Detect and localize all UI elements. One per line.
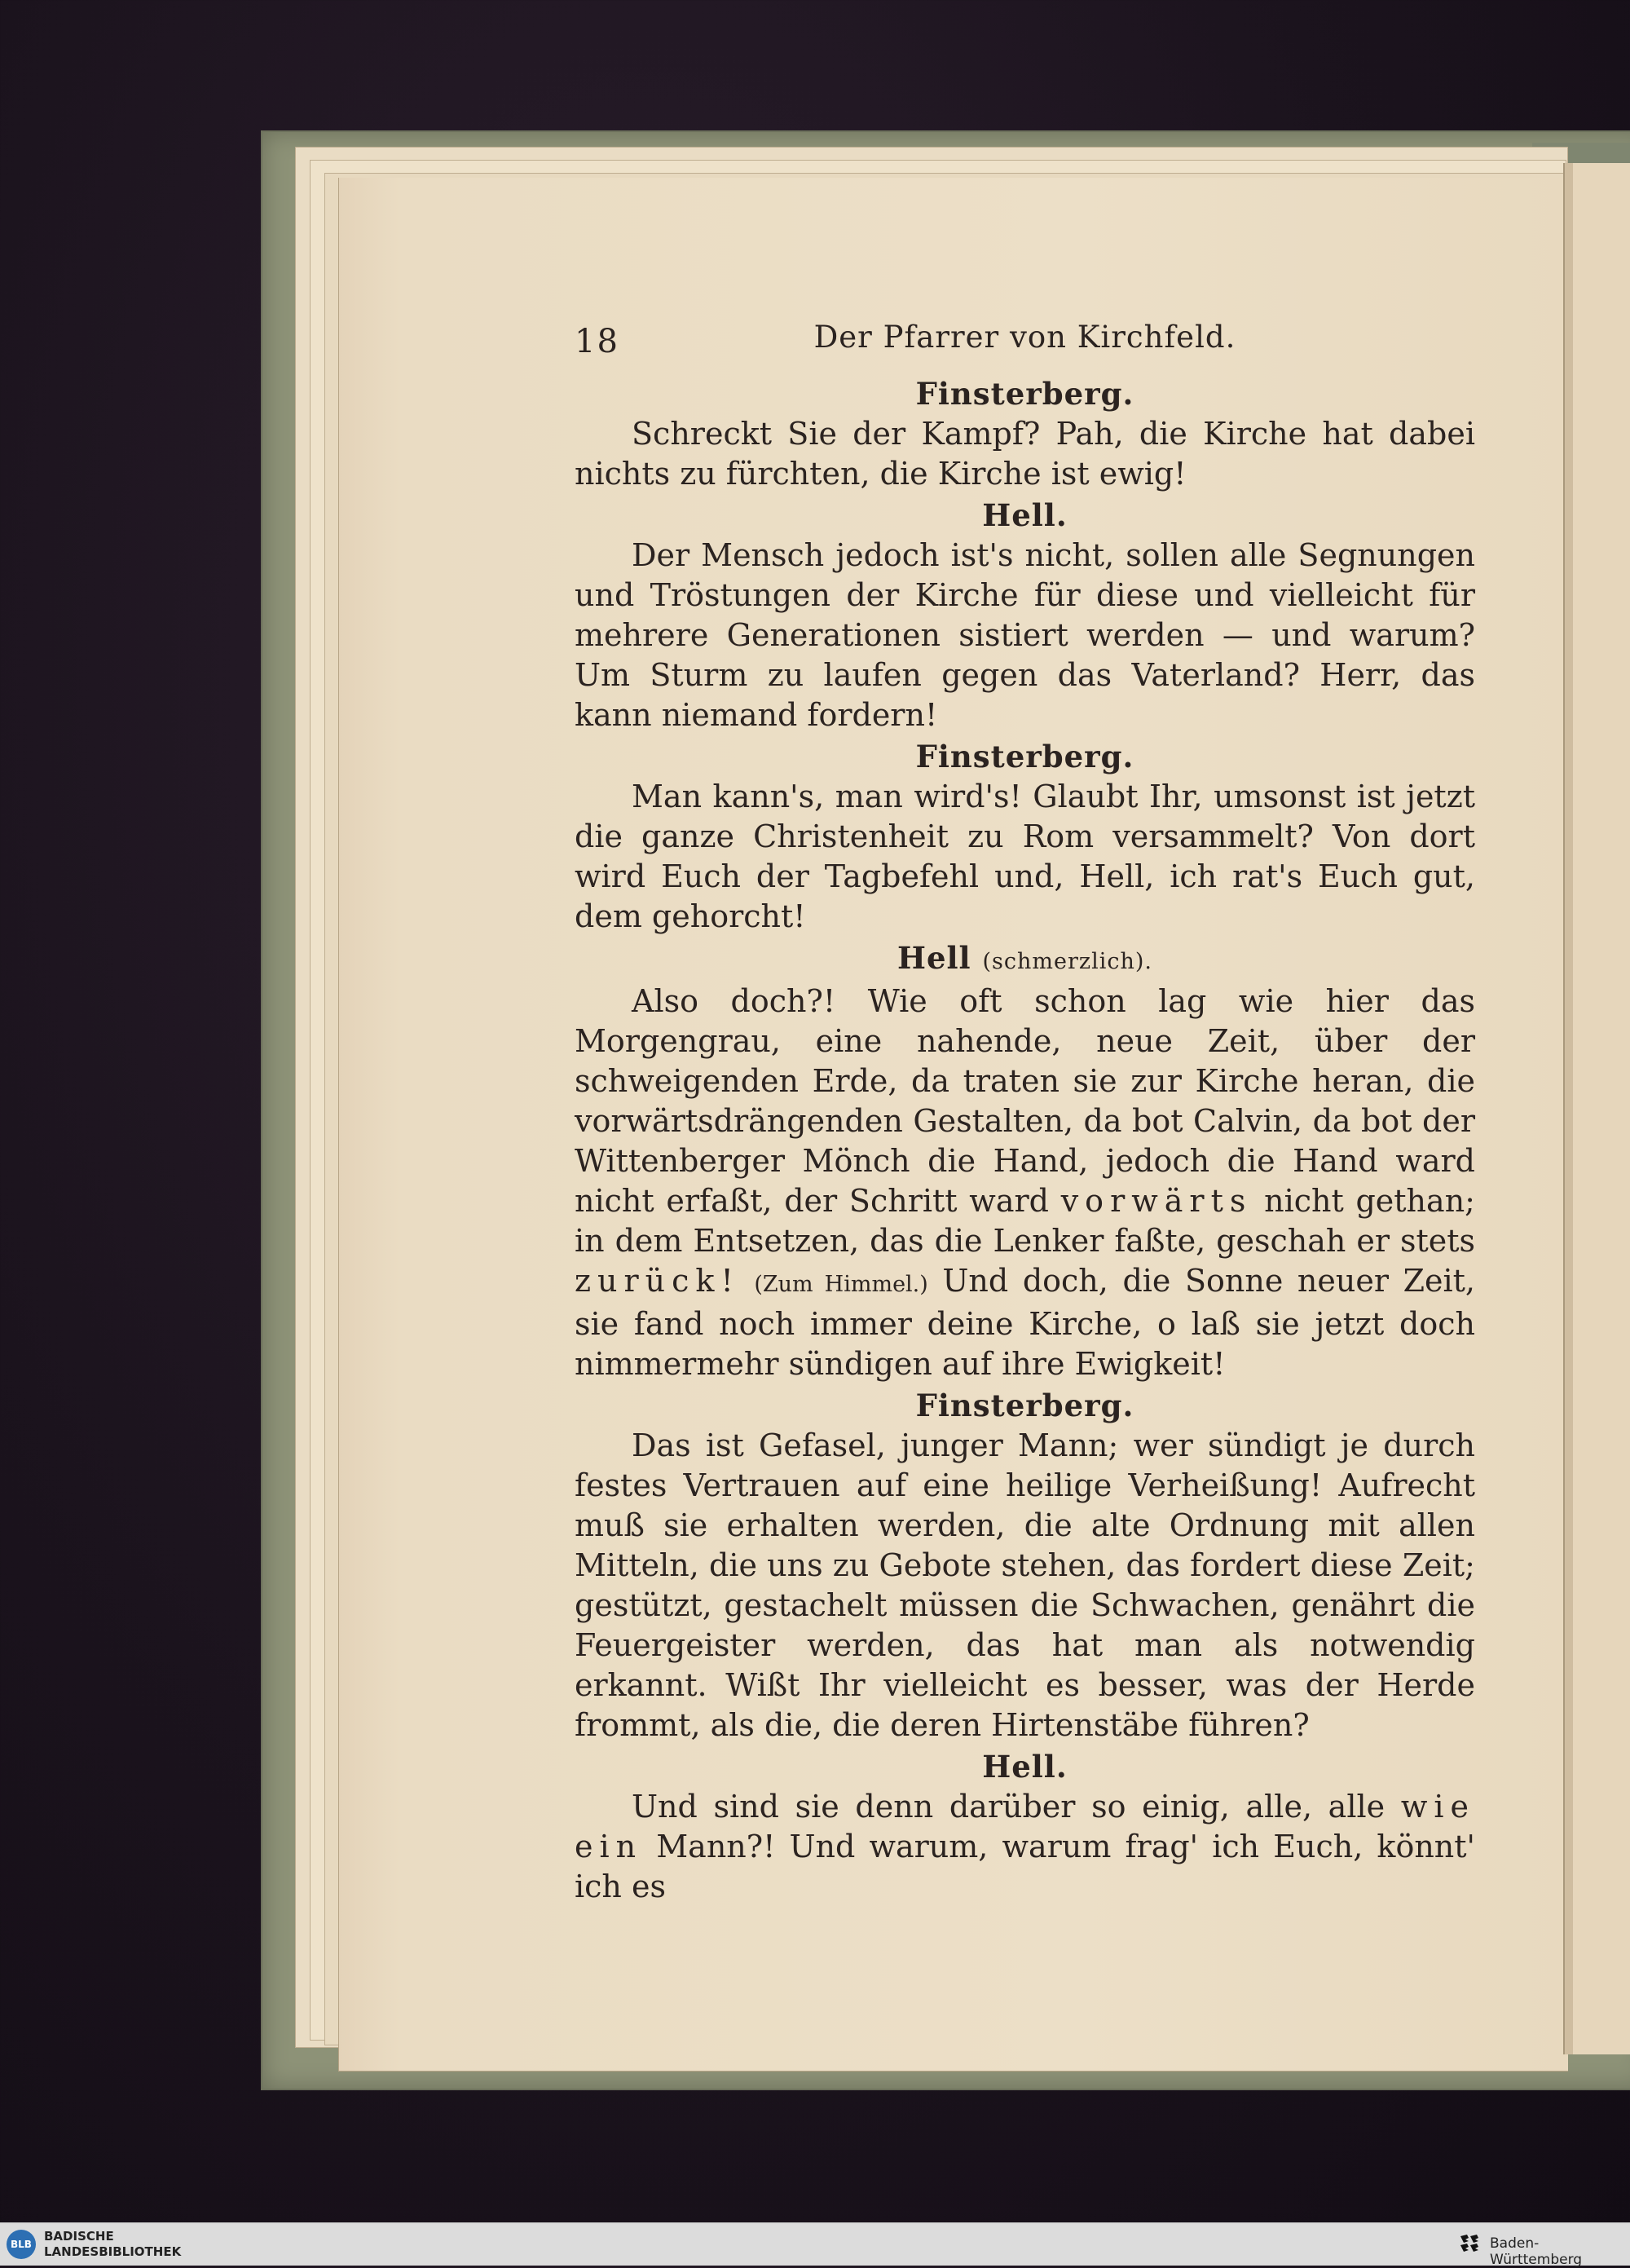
- speaker-name: Hell: [896, 940, 971, 976]
- spaced-emphasis: vorwärts: [1060, 1183, 1253, 1219]
- page-header: [575, 322, 1475, 373]
- page-number: 18: [575, 323, 619, 360]
- text-run: Und sind sie denn darüber so einig, alle, alle: [632, 1789, 1386, 1825]
- text-run: Also doch?! Wie oft schon lag wie hier das Morgengrau, eine nahende, neue Zeit, über der schweigenden Erde, da traten sie zur Kirche heran, die vorwärtsdrängenden Gestalten, da bot Calvin, da bot der Wittenberger Mönch die Hand, jedoch die Hand ward nicht erfaßt, der Schritt ward: [575, 983, 1475, 1219]
- page-text: [575, 322, 1475, 1907]
- library-name[interactable]: [44, 2229, 181, 2260]
- dialogue-paragraph: Der Mensch jedoch ist's nicht, sollen alle Segnungen und Tröstungen der Kirche für diese und vielleicht für mehrere Generationen sistiert werden — und warum? Um Sturm zu laufen gegen das Vaterland? Herr, das kann niemand fordern!: [575, 537, 1475, 733]
- spaced-emphasis: zurück!: [575, 1263, 740, 1299]
- running-title: Der Pfarrer von Kirchfeld.: [813, 320, 1236, 355]
- baden-wuerttemberg-lions-icon: [1459, 2233, 1480, 2256]
- speaker-name: Finsterberg.: [915, 376, 1134, 412]
- speaker-name: Finsterberg.: [915, 739, 1134, 774]
- stage-direction: (Zum Himmel.): [754, 1272, 928, 1297]
- text-run: Mann?! Und warum, warum frag' ich Euch, könnt' ich es: [575, 1829, 1475, 1904]
- dialogue-paragraph: [575, 982, 1475, 1384]
- dialogue-paragraph: [575, 1787, 1475, 1907]
- spaced-emphasis: wie ein: [575, 1789, 1475, 1864]
- viewer-footer: [0, 2222, 1630, 2266]
- state-name[interactable]: Baden-Württemberg: [1490, 2235, 1583, 2268]
- library-name-line: LANDESBIBLIOTHEK: [44, 2244, 182, 2259]
- speaker-name: Hell.: [982, 1749, 1068, 1785]
- stage-direction: (schmerzlich).: [982, 949, 1153, 974]
- dialogue-paragraph: Das ist Gefasel, junger Mann; wer sündigt je durch festes Vertrauen auf eine heilige Verheißung! Aufrecht muß sie erhalten werden, die alte Ordnung mit allen Mitteln, die uns zu Gebote stehen, das fordert diese Zeit; gestützt, gestachelt müssen die Schwachen, genährt die Feuergeister werden, das hat man als notwendig erkannt. Wißt Ihr vielleicht es besser, was der Herde frommt, als die, die deren Hirtenstäbe führen?: [575, 1427, 1475, 1743]
- facing-page: [1573, 163, 1630, 2054]
- blb-logo-icon[interactable]: BLB: [7, 2230, 36, 2259]
- dialogue-paragraph: Man kann's, man wird's! Glaubt Ihr, umsonst ist jetzt die ganze Christenheit zu Rom versammelt? Von dort wird Euch der Tagbefehl und, Hell, ich rat's Euch gut, dem gehorcht!: [575, 779, 1475, 934]
- speaker-heading: [575, 938, 1475, 982]
- speaker-name: Finsterberg.: [915, 1388, 1134, 1423]
- text-run: nicht gethan; in dem Entsetzen, das die Lenker faßte, geschah er stets: [575, 1183, 1475, 1259]
- text-run: Und doch, die Sonne neuer Zeit, sie fand noch immer deine Kirche, o laß sie jetzt doch nimmermehr sündigen auf ihre Ewigkeit!: [575, 1263, 1475, 1382]
- library-name-line: BADISCHE: [44, 2229, 114, 2244]
- dialogue-paragraph: Schreckt Sie der Kampf? Pah, die Kirche hat dabei nichts zu fürchten, die Kirche ist ewig!: [575, 416, 1475, 492]
- speaker-name: Hell.: [982, 497, 1068, 533]
